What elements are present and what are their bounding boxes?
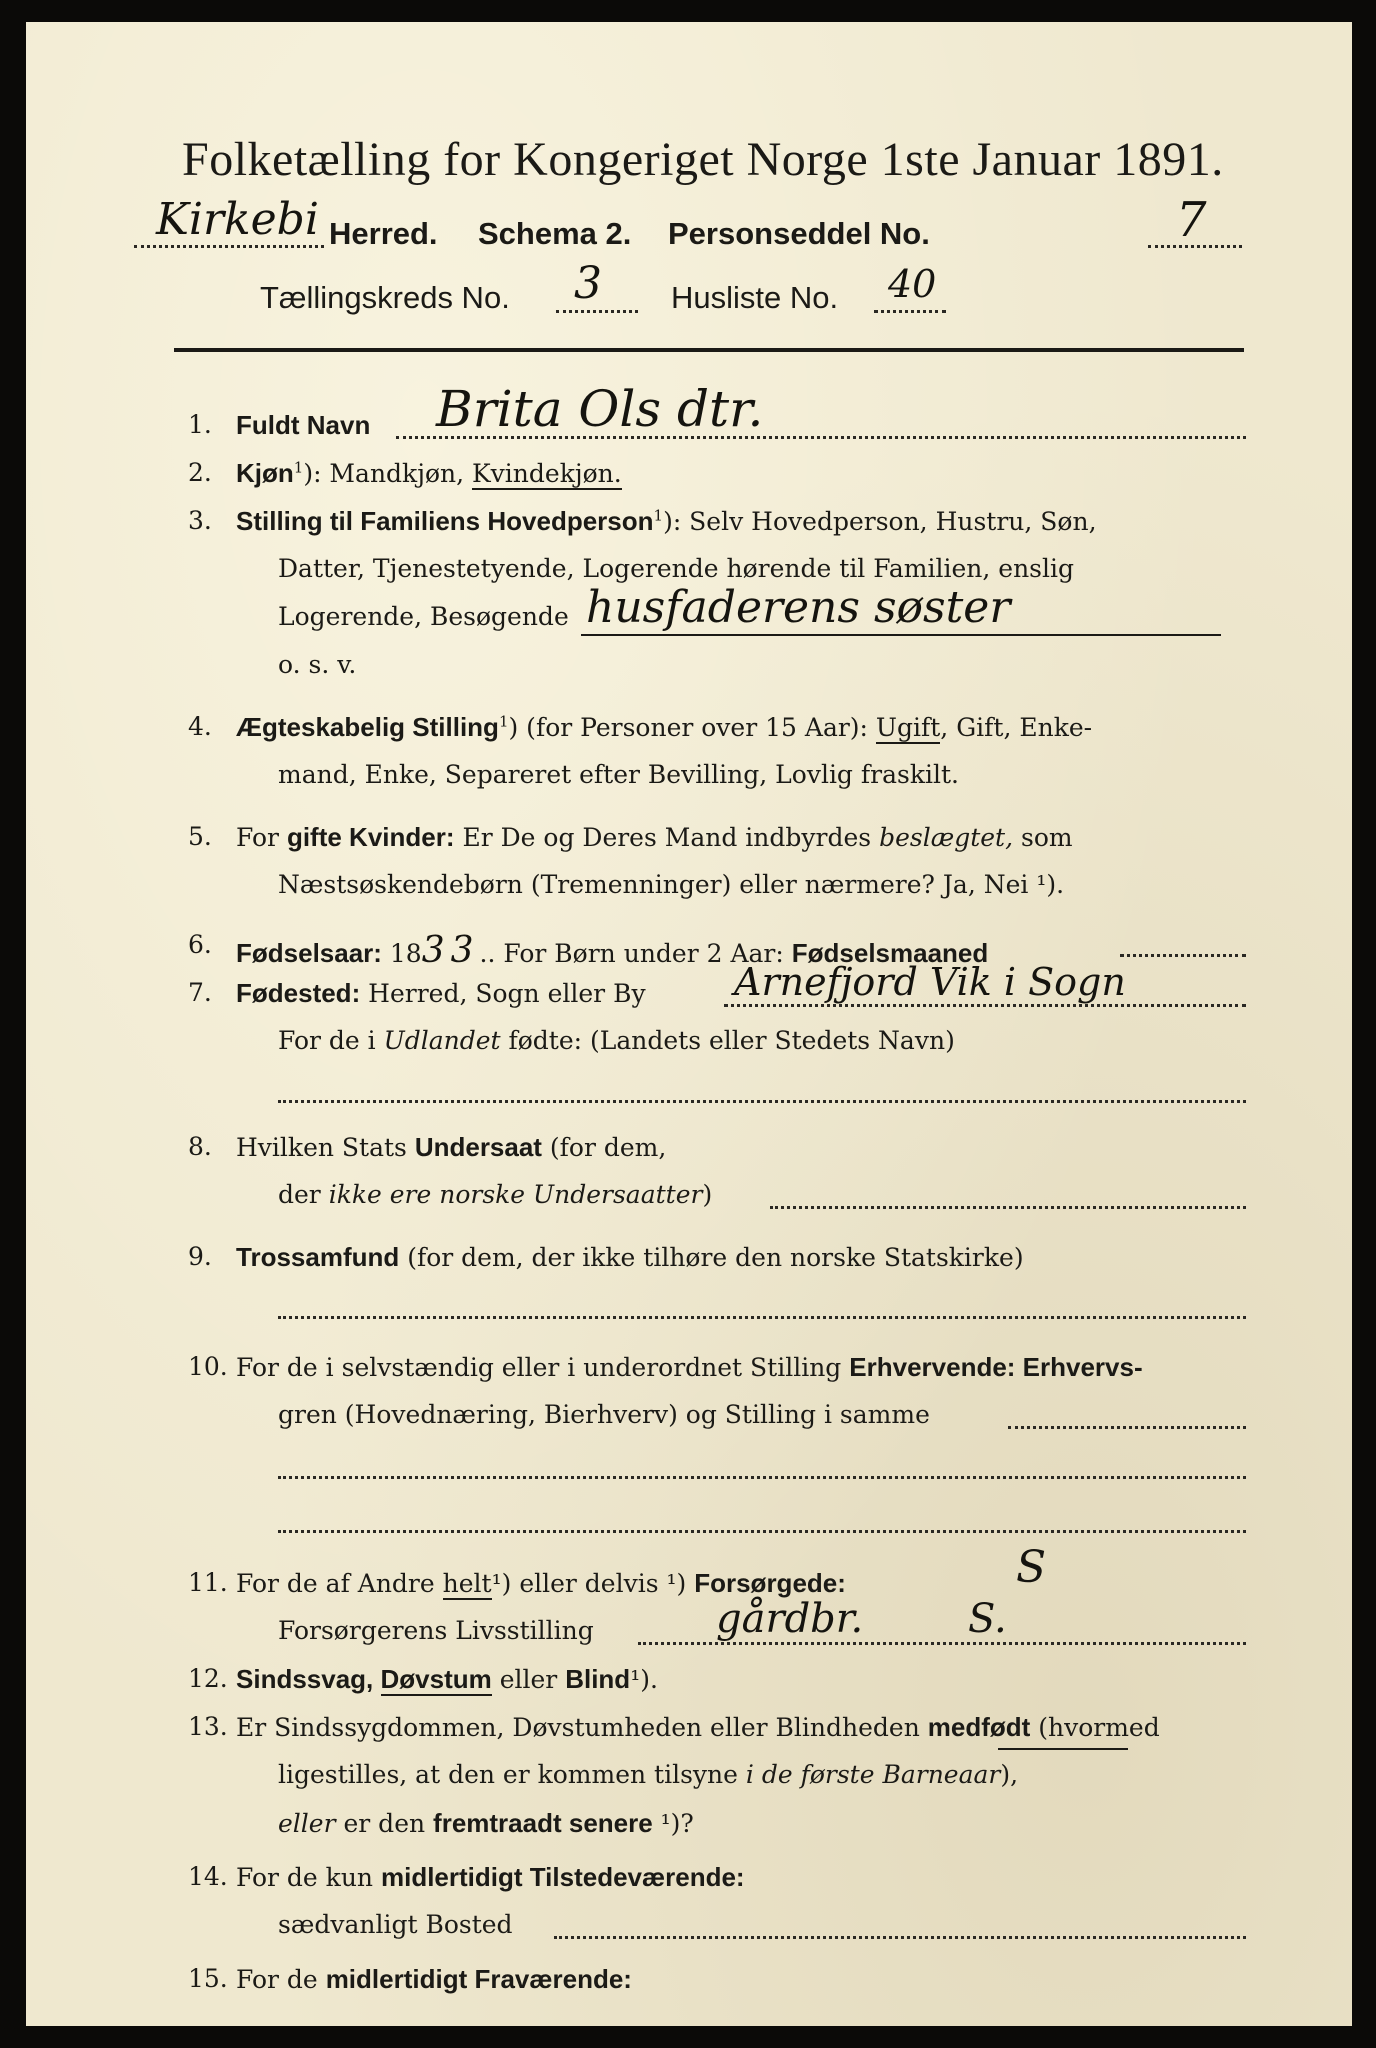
text-fragment: (hvormed	[1030, 1713, 1160, 1742]
full-name-label: Fuldt Navn	[236, 410, 371, 440]
occupation-fill-line-1	[1008, 1426, 1246, 1429]
item-number: 12.	[188, 1664, 228, 1693]
item-number: 2.	[188, 458, 212, 487]
marital-option-unmarried-underlined: Ugift	[875, 713, 941, 742]
herred-handwritten-value[interactable]: Kirkebi	[156, 194, 319, 245]
congenital-underline	[998, 1748, 1128, 1750]
temporary-present-label: midlertidigt Tilstedeværende:	[380, 1862, 745, 1892]
birth-year-row: Fødselsaar: 1833.. For Børn under 2 Aar: Fødselsmaaned	[236, 930, 989, 971]
husliste-fill-line	[874, 310, 946, 313]
occupation-label: Erhvervende: Erhvervs-	[849, 1352, 1143, 1382]
text-fragment: For de i selvstændig eller i underordnet Stilling	[236, 1353, 850, 1382]
schema-label: Schema 2.	[478, 216, 632, 251]
temporary-absent-label: midlertidigt Fraværende:	[325, 1964, 632, 1994]
disability-row	[236, 1664, 658, 1695]
item-number: 3.	[188, 506, 212, 535]
usual-residence-label: sædvanligt Bosted	[278, 1910, 513, 1939]
husliste-handwritten-value[interactable]: 40	[888, 262, 937, 306]
text-fragment: fødte: (Landets eller Stedets Navn)	[500, 1026, 955, 1055]
marital-age-note: ) (for Personer over 15 Aar):	[508, 713, 876, 742]
text-fragment: Er De og Deres Mand indbyrdes	[454, 823, 880, 852]
religion-note: (for dem, der ikke tilhøre den norske Statskirke)	[399, 1243, 1024, 1272]
text-fragment: ligestilles, at den er kommen tilsyne	[278, 1760, 746, 1789]
text-fragment: ¹)?	[652, 1809, 694, 1838]
item-number: 10.	[188, 1352, 228, 1381]
family-position-label: Stilling til Familiens Hovedperson	[236, 506, 654, 536]
marital-status-row-1	[236, 712, 1092, 743]
family-position-options-2: Datter, Tjenestetyende, Logerende hørende til Familien, enslig	[278, 554, 1075, 583]
religion-row	[236, 1242, 1024, 1273]
foreign-birthplace-fill-line	[278, 1100, 1246, 1103]
citizenship-fill-line	[770, 1206, 1246, 1209]
birthplace-label: Fødested:	[236, 978, 361, 1008]
occupation-fill-line-2	[278, 1476, 1246, 1479]
text-fragment: For de af Andre	[236, 1569, 443, 1598]
insane-option: Sindssvag,	[236, 1664, 381, 1694]
supporter-occupation-fill-line	[638, 1642, 1246, 1645]
birthplace-row-2	[278, 1026, 955, 1055]
personseddel-handwritten-value[interactable]: 7	[1176, 192, 1207, 248]
footnote-mark: 1	[653, 506, 664, 525]
supporter-occupation-handwritten-value[interactable]: gårdbr.	[716, 1596, 864, 1642]
item-number: 9.	[188, 1242, 212, 1271]
item-number: 15.	[188, 1964, 228, 1993]
supported-handwritten-mark[interactable]: S	[1016, 1542, 1047, 1593]
herred-label: Herred.	[329, 216, 438, 251]
congenital-label: medfødt	[927, 1712, 1031, 1742]
married-women-row-2: Næstsøskendebørn (Tremenninger) eller nærmere? Ja, Nei ¹).	[278, 870, 1065, 899]
married-women-label: gifte Kvinder:	[286, 822, 455, 852]
temporary-present-row-1	[236, 1862, 745, 1893]
sex-option-male: ): Mandkjøn,	[303, 459, 472, 488]
item-number: 7.	[188, 978, 212, 1007]
citizenship-label: Undersaat	[414, 1132, 542, 1162]
sex-option-female-underlined: Kvindekjøn.	[472, 459, 622, 488]
answer-underline	[581, 634, 1221, 636]
birth-month-label: Fødselsmaaned	[791, 938, 989, 968]
text-fragment: som	[1013, 823, 1073, 852]
citizenship-row-2	[278, 1180, 712, 1209]
occupation-fill-line-3	[278, 1530, 1246, 1533]
birthplace-row-1	[236, 978, 646, 1009]
census-form-sheet	[26, 22, 1352, 2026]
text-fragment: Er Sindssygdommen, Døvstumheden eller Blindheden	[236, 1713, 928, 1742]
first-childhood-years-italic: i de første Barneaar	[745, 1760, 1001, 1789]
birth-year-handwritten-value[interactable]: 33	[421, 930, 480, 971]
marital-status-row-2: mand, Enke, Separeret efter Bevilling, Lovlig fraskilt.	[278, 760, 959, 789]
tellingskreds-label: Tællingskreds No.	[260, 280, 510, 315]
birth-year-prefix: 18	[389, 939, 422, 968]
text-fragment: (for dem,	[541, 1133, 667, 1162]
item-number: 11.	[188, 1568, 228, 1597]
temporary-absent-row-1	[236, 1964, 632, 1995]
non-norwegian-italic: ikke ere norske Undersaatter	[328, 1180, 703, 1209]
or-italic: eller	[278, 1809, 336, 1838]
birthplace-handwritten-value[interactable]: Arnefjord Vik i Sogn	[734, 960, 1126, 1004]
text-fragment: )	[702, 1180, 713, 1209]
marital-status-label: Ægteskabelig Stilling	[236, 712, 499, 742]
sex-row	[236, 458, 622, 489]
personseddel-label: Personseddel No.	[668, 216, 930, 251]
text-fragment: er den	[335, 1809, 434, 1838]
occupation-row-2: gren (Hovednæring, Bierhverv) og Stilling i samme	[278, 1400, 930, 1429]
text-fragment: For de	[236, 1965, 326, 1994]
header-divider	[174, 348, 1244, 352]
item-number: 4.	[188, 712, 212, 741]
text-fragment: For de i	[278, 1026, 384, 1055]
item-number: 6.	[188, 930, 212, 959]
religion-label: Trossamfund	[236, 1242, 400, 1272]
text-fragment: Hvilken Stats	[236, 1133, 415, 1162]
footnote-mark: ¹).	[630, 1665, 658, 1694]
kreds-handwritten-value[interactable]: 3	[574, 258, 602, 309]
kreds-fill-line	[556, 310, 638, 313]
disability-origin-row-1	[236, 1712, 1160, 1743]
text-fragment: For	[236, 823, 287, 852]
marital-options-rest: , Gift, Enke-	[940, 713, 1093, 742]
supporter-occupation-label: Forsørgerens Livsstilling	[278, 1616, 594, 1645]
disability-origin-row-2	[278, 1760, 1018, 1789]
sex-label: Kjøn	[236, 458, 294, 488]
supported-row-1	[236, 1568, 846, 1599]
supporter-occupation-handwritten-mark[interactable]: S.	[968, 1596, 1007, 1642]
fully-supported-underlined: helt	[442, 1569, 492, 1598]
text-fragment: ),	[1000, 1760, 1019, 1789]
form-title: Folketælling for Kongeriget Norge 1ste Januar 1891.	[182, 133, 1224, 186]
supported-label: Forsørgede:	[694, 1568, 846, 1598]
deaf-mute-option-underlined: Døvstum	[380, 1664, 492, 1694]
birthplace-fill-line	[724, 1004, 1246, 1007]
husliste-label: Husliste No.	[671, 280, 839, 315]
footnote-mark: 1	[498, 712, 509, 731]
related-italic: beslægtet,	[879, 823, 1014, 852]
full-name-handwritten-value[interactable]: Brita Ols dtr.	[436, 380, 764, 438]
text-fragment: der	[278, 1180, 329, 1209]
abroad-italic: Udlandet	[383, 1026, 501, 1055]
later-onset-label: fremtraadt senere	[433, 1808, 653, 1838]
birth-year-label: Fødselsaar:	[236, 938, 382, 968]
family-position-options-1: ): Selv Hovedperson, Hustru, Søn,	[663, 507, 1097, 536]
birth-month-fill-line	[1120, 954, 1246, 957]
family-position-etc: o. s. v.	[278, 650, 357, 679]
family-position-row-1	[236, 506, 1097, 537]
text-fragment: eller	[491, 1665, 566, 1694]
citizenship-row-1	[236, 1132, 666, 1163]
family-position-options-3: Logerende, Besøgende	[278, 602, 569, 631]
family-position-handwritten-value[interactable]: husfaderens søster	[586, 582, 1011, 633]
item-number: 14.	[188, 1862, 228, 1891]
birthplace-options: Herred, Sogn eller By	[360, 979, 646, 1008]
usual-residence-fill-line	[554, 1936, 1246, 1939]
item-number: 5.	[188, 822, 212, 851]
occupation-row-1	[236, 1352, 1143, 1383]
herred-fill-line	[134, 245, 324, 248]
infant-note: For Børn under 2 Aar:	[503, 939, 792, 968]
item-number: 1.	[188, 410, 212, 439]
text-fragment: For de kun	[236, 1863, 381, 1892]
item-number: 13.	[188, 1712, 228, 1741]
blind-option: Blind	[565, 1664, 631, 1694]
disability-origin-row-3	[278, 1808, 694, 1839]
item-number: 8.	[188, 1132, 212, 1161]
married-women-row-1	[236, 822, 1073, 853]
religion-fill-line	[278, 1316, 1246, 1319]
footnote-mark: 1	[293, 458, 304, 477]
text-fragment: ¹) eller delvis ¹)	[491, 1569, 695, 1598]
